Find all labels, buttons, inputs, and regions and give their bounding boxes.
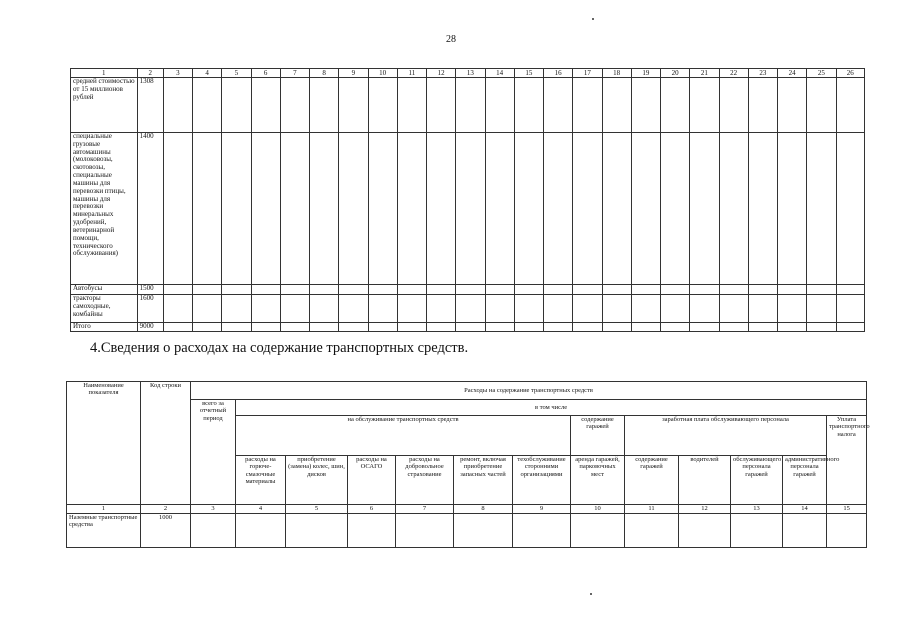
data-cell [719,78,748,133]
data-cell [251,285,280,295]
data-cell [690,133,719,285]
data-cell [485,133,514,285]
drivers-header: водителей [679,456,731,505]
data-cell [731,514,783,548]
column-number: 16 [544,69,573,78]
column-number: 6 [251,69,280,78]
data-cell [339,285,368,295]
data-cell [514,285,543,295]
data-cell [783,514,827,548]
column-number: 7 [396,505,454,514]
data-cell [193,285,222,295]
row-label: тракторы самоходные, комбайны [71,295,138,323]
row-label: средней стоимостью от 15 миллионов рублей [71,78,138,133]
including-header: в том числе [236,400,867,416]
row-code: 1400 [137,133,163,285]
column-number: 25 [807,69,836,78]
section-heading: 4.Сведения о расходах на содержание транспортных средств. [90,340,469,356]
data-cell [573,295,602,323]
column-number: 1 [67,505,141,514]
data-cell [280,295,309,323]
column-number: 6 [348,505,396,514]
data-cell [807,323,836,332]
column-number: 1 [71,69,138,78]
data-cell [514,78,543,133]
table-row [71,285,865,295]
column-number: 5 [222,69,251,78]
data-cell [827,514,867,548]
data-cell [631,78,660,133]
column-number: 11 [397,69,426,78]
data-cell [280,285,309,295]
data-cell [456,285,485,295]
data-cell [251,295,280,323]
data-cell [163,285,192,295]
table-row [71,295,865,323]
data-cell [280,323,309,332]
data-cell [690,295,719,323]
vehicles-table [70,68,865,332]
data-cell [456,78,485,133]
data-cell [807,78,836,133]
expenses-group-header: Расходы на содержание транспортных средств [191,382,867,400]
table-row [67,514,867,548]
data-cell [456,133,485,285]
fuel-header: расходы на горюче-смазочные материалы [236,456,286,505]
data-cell [631,285,660,295]
column-number: 2 [141,505,191,514]
data-cell [368,323,397,332]
data-cell [222,133,251,285]
data-cell [163,295,192,323]
data-cell [807,295,836,323]
data-cell [661,78,690,133]
data-cell [690,323,719,332]
data-cell [661,295,690,323]
data-cell [573,285,602,295]
column-number: 26 [836,69,864,78]
data-cell [485,78,514,133]
column-number: 3 [191,505,236,514]
row-label: Итого [71,323,138,332]
data-cell [836,78,864,133]
rent-header: аренда гаражей, парковочных мест [571,456,625,505]
data-cell [397,323,426,332]
service-header: на обслуживание транспортных средств [236,416,571,456]
data-cell [456,323,485,332]
data-cell [163,323,192,332]
data-cell [251,78,280,133]
data-cell [222,323,251,332]
column-number: 13 [456,69,485,78]
tax-header: Уплата транспортного налога [827,416,867,505]
data-cell [280,78,309,133]
data-cell [339,78,368,133]
data-cell [456,295,485,323]
data-cell [544,295,573,323]
data-cell [719,285,748,295]
data-cell [485,285,514,295]
data-cell [310,78,339,133]
repair-header: ремонт, включая приобретение запасных частей [454,456,513,505]
data-cell [513,514,571,548]
garage-maint-header: содержание гаражей [625,456,679,505]
data-cell [836,285,864,295]
data-cell [719,323,748,332]
column-number: 13 [731,505,783,514]
voluntary-insurance-header: расходы на добровольное страхование [396,456,454,505]
data-cell [427,285,456,295]
data-cell [397,133,426,285]
data-cell [807,133,836,285]
column-number: 10 [571,505,625,514]
data-cell [427,323,456,332]
osago-header: расходы на ОСАГО [348,456,396,505]
data-cell [368,78,397,133]
data-cell [427,295,456,323]
data-cell [222,78,251,133]
column-number: 20 [661,69,690,78]
maintenance-header: техобслуживание сторонними организациями [513,456,571,505]
data-cell [222,295,251,323]
data-cell [544,78,573,133]
data-cell [661,133,690,285]
data-cell [748,78,777,133]
column-number: 12 [679,505,731,514]
data-cell [310,295,339,323]
data-cell [286,514,348,548]
row-label: Автобусы [71,285,138,295]
column-numbers-row [67,505,867,514]
column-number: 15 [827,505,867,514]
data-cell [631,295,660,323]
data-cell [836,323,864,332]
column-number: 9 [339,69,368,78]
data-cell [339,133,368,285]
data-cell [191,514,236,548]
col-name-header: Наименование показателя [67,382,141,505]
column-number: 23 [748,69,777,78]
data-cell [485,323,514,332]
column-number: 14 [485,69,514,78]
data-cell [368,285,397,295]
data-cell [690,78,719,133]
data-cell [397,295,426,323]
data-cell [719,133,748,285]
data-cell [454,514,513,548]
data-cell [193,323,222,332]
data-cell [544,323,573,332]
data-cell [348,514,396,548]
column-number: 10 [368,69,397,78]
column-number: 12 [427,69,456,78]
data-cell [748,133,777,285]
service-staff-header: обслуживающего персонала гаражей [731,456,783,505]
table-row [71,323,865,332]
data-cell [661,323,690,332]
data-cell [836,133,864,285]
data-cell [544,285,573,295]
admin-staff-header: административного персонала гаражей [783,456,827,505]
tires-header: приобретение (замена) колес, шин, дисков [286,456,348,505]
data-cell [778,295,807,323]
data-cell [397,285,426,295]
column-number: 17 [573,69,602,78]
data-cell [193,295,222,323]
data-cell [251,323,280,332]
data-cell [748,295,777,323]
row-code: 1500 [137,285,163,295]
column-number: 19 [631,69,660,78]
data-cell [778,133,807,285]
data-cell [396,514,454,548]
scan-speck [592,18,594,20]
column-number: 18 [602,69,631,78]
column-number: 4 [236,505,286,514]
column-number: 2 [137,69,163,78]
col-code-header: Код строки [141,382,191,505]
data-cell [310,323,339,332]
data-cell [602,133,631,285]
expenses-table [66,381,870,548]
column-number: 7 [280,69,309,78]
scan-speck [590,593,592,595]
garage-header: содержание гаражей [571,416,625,456]
table-row [71,78,865,133]
column-number: 8 [454,505,513,514]
data-cell [236,514,286,548]
row-code: 9000 [137,323,163,332]
data-cell [661,285,690,295]
column-number: 4 [193,69,222,78]
data-cell [222,285,251,295]
data-cell [427,133,456,285]
total-header: всего за отчетный период [191,400,236,505]
data-cell [310,285,339,295]
data-cell [602,78,631,133]
data-cell [631,133,660,285]
table-row [71,133,865,285]
row-label: специальные грузовые автомашины (молоковозы, скотовозы, специальные машины для перевозки птицы, машины для перевозки минеральных удобрений, ветеринарной помощи, технического обслуживания) [71,133,138,285]
data-cell [514,133,543,285]
data-cell [339,295,368,323]
data-cell [310,133,339,285]
column-number: 3 [163,69,192,78]
row-code: 1600 [137,295,163,323]
data-cell [397,78,426,133]
row-code: 1308 [137,78,163,133]
data-cell [836,295,864,323]
page-number: 28 [446,34,456,45]
column-number: 11 [625,505,679,514]
data-cell [778,323,807,332]
data-cell [251,133,280,285]
data-cell [339,323,368,332]
data-cell [485,295,514,323]
data-cell [427,78,456,133]
column-number: 5 [286,505,348,514]
salary-header: заработная плата обслуживающего персонала [625,416,827,456]
data-cell [573,78,602,133]
data-cell [602,285,631,295]
data-cell [690,285,719,295]
data-cell [544,133,573,285]
data-cell [368,133,397,285]
data-cell [602,295,631,323]
data-cell [280,133,309,285]
table1-header-row [71,69,865,78]
data-cell [778,285,807,295]
data-cell [807,285,836,295]
row-label: Наземные транспортные средства [67,514,141,548]
data-cell [571,514,625,548]
column-number: 22 [719,69,748,78]
data-cell [748,323,777,332]
column-number: 24 [778,69,807,78]
row-code: 1000 [141,514,191,548]
column-number: 14 [783,505,827,514]
data-cell [193,78,222,133]
data-cell [778,78,807,133]
data-cell [748,285,777,295]
data-cell [625,514,679,548]
data-cell [602,323,631,332]
data-cell [163,78,192,133]
column-number: 15 [514,69,543,78]
column-number: 8 [310,69,339,78]
column-number: 9 [513,505,571,514]
data-cell [719,295,748,323]
data-cell [679,514,731,548]
data-cell [193,133,222,285]
data-cell [368,295,397,323]
data-cell [514,323,543,332]
data-cell [573,323,602,332]
data-cell [163,133,192,285]
data-cell [573,133,602,285]
column-number: 21 [690,69,719,78]
data-cell [514,295,543,323]
data-cell [631,323,660,332]
